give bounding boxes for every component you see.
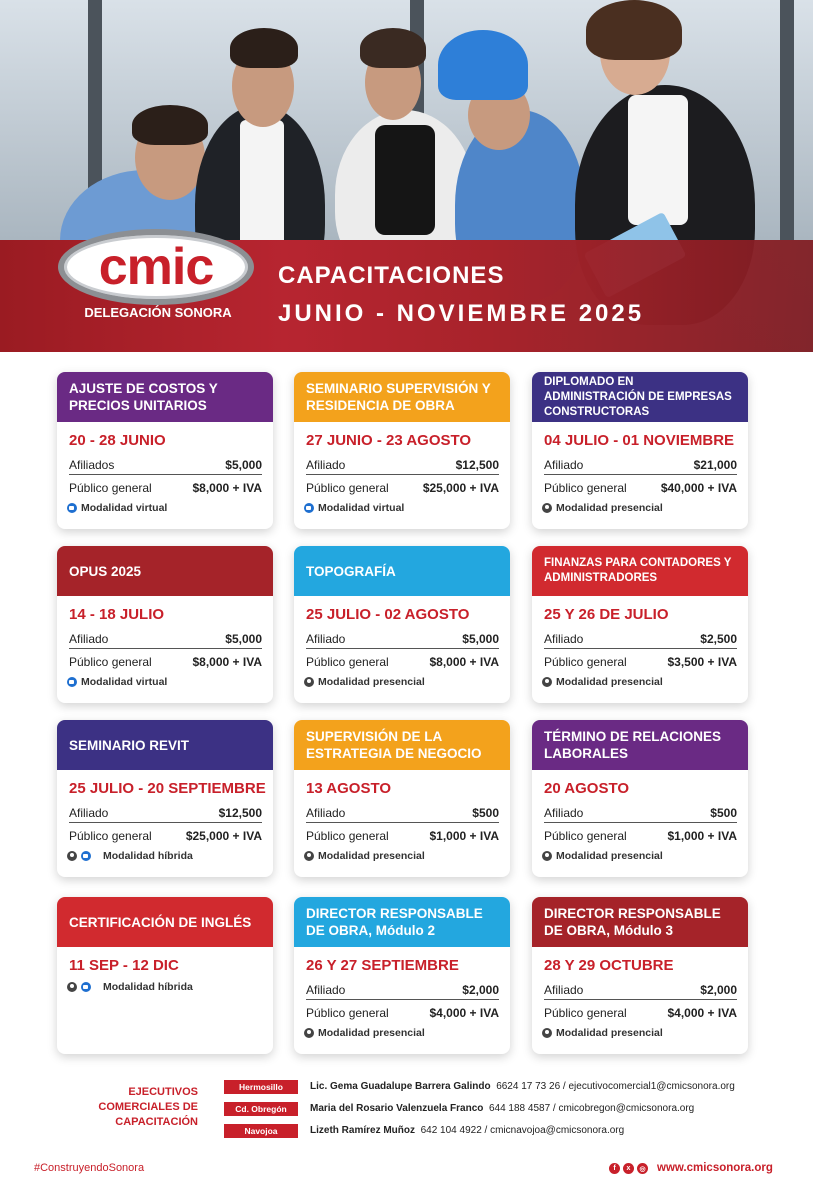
public-price-row (544, 829, 737, 843)
person-icon (304, 851, 314, 861)
price-value: $1,000 + IVA (667, 829, 737, 843)
city-badge: Navojoa (224, 1124, 298, 1138)
price-label: Afiliados (69, 458, 115, 472)
modality-label: Modalidad virtual (318, 502, 405, 514)
contact-name: Maria del Rosario Valenzuela Franco (310, 1103, 484, 1114)
modality-label: Modalidad presencial (318, 1027, 425, 1039)
public-price-row (306, 1006, 499, 1020)
course-card[interactable] (57, 897, 273, 1054)
price-value: $2,500 (700, 632, 737, 646)
hero-banner (0, 0, 813, 352)
price-label: Público general (306, 829, 389, 843)
member-price-row (69, 806, 262, 823)
member-price-row (544, 458, 737, 475)
course-card[interactable] (532, 720, 748, 877)
price-label: Afiliado (306, 458, 346, 472)
price-value: $2,000 (462, 983, 499, 997)
course-title: TOPOGRAFÍA (294, 546, 510, 596)
price-value: $25,000 + IVA (185, 829, 262, 843)
city-badge: Hermosillo (224, 1080, 298, 1094)
price-label: Afiliado (544, 632, 584, 646)
price-value: $500 (710, 806, 737, 820)
modality-label: Modalidad presencial (318, 850, 425, 862)
price-label: Público general (69, 655, 152, 669)
facebook-icon[interactable]: f (609, 1163, 620, 1174)
course-card[interactable] (57, 720, 273, 877)
course-title: SEMINARIO SUPERVISIÓN Y RESIDENCIA DE OBRA (294, 372, 510, 422)
person-icon (67, 982, 77, 992)
modality (67, 850, 193, 862)
member-price-row (69, 458, 262, 475)
price-label: Público general (306, 655, 389, 669)
price-label: Afiliado (544, 458, 584, 472)
modality (67, 502, 167, 514)
public-price-row (544, 655, 737, 669)
price-value: $1,000 + IVA (429, 829, 499, 843)
price-label: Afiliado (544, 983, 584, 997)
page-title: CAPACITACIONES (278, 262, 505, 289)
course-card[interactable] (294, 546, 510, 703)
member-price-row (544, 806, 737, 823)
course-dates: 28 Y 29 OCTUBRE (544, 957, 674, 974)
course-title: DIRECTOR RESPONSABLE DE OBRA, Módulo 3 (532, 897, 748, 947)
public-price-row (69, 655, 262, 669)
price-value: $40,000 + IVA (660, 481, 737, 495)
delegation-label: DELEGACIÓN SONORA (84, 305, 232, 320)
price-value: $8,000 + IVA (192, 481, 262, 495)
course-dates: 13 AGOSTO (306, 780, 392, 797)
person-icon (542, 1028, 552, 1038)
contact-details: 6624 17 73 26 / ejecutivocomercial1@cmicsonora.org (496, 1081, 735, 1092)
contact-details: 642 104 4922 / cmicnavojoa@cmicsonora.org (420, 1125, 625, 1136)
price-label: Afiliado (306, 632, 346, 646)
price-value: $5,000 (225, 458, 262, 472)
camera-icon (81, 851, 91, 861)
price-value: $2,000 (700, 983, 737, 997)
price-label: Afiliado (306, 806, 346, 820)
person-icon (542, 503, 552, 513)
price-value: $3,500 + IVA (667, 655, 737, 669)
course-card[interactable] (532, 372, 748, 529)
course-title: SUPERVISIÓN DE LA ESTRATEGIA DE NEGOCIO (294, 720, 510, 770)
course-dates: 04 JULIO - 01 NOVIEMBRE (544, 432, 735, 449)
price-label: Público general (69, 829, 152, 843)
modality (542, 850, 663, 862)
city-badge: Cd. Obregón (224, 1102, 298, 1116)
course-dates: 11 SEP - 12 DIC (69, 957, 179, 974)
modality (542, 502, 663, 514)
course-title: DIRECTOR RESPONSABLE DE OBRA, Módulo 2 (294, 897, 510, 947)
price-value: $4,000 + IVA (667, 1006, 737, 1020)
modality-label: Modalidad presencial (318, 676, 425, 688)
price-value: $25,000 + IVA (422, 481, 499, 495)
public-price-row (544, 481, 737, 495)
course-title: AJUSTE DE COSTOS Y PRECIOS UNITARIOS (57, 372, 273, 422)
person-icon (304, 1028, 314, 1038)
price-label: Afiliado (306, 983, 346, 997)
person-icon (304, 677, 314, 687)
modality (542, 676, 663, 688)
member-price-row (306, 632, 499, 649)
price-value: $5,000 (462, 632, 499, 646)
window-frame (780, 0, 794, 240)
course-title: SEMINARIO REVIT (57, 720, 273, 770)
camera-icon (67, 503, 77, 513)
course-dates: 25 Y 26 DE JULIO (544, 606, 669, 623)
hard-hat (438, 30, 528, 100)
contact-name: Lizeth Ramírez Muñoz (310, 1125, 416, 1136)
price-label: Público general (544, 655, 627, 669)
price-value: $12,500 (455, 458, 499, 472)
public-price-row (544, 1006, 737, 1020)
course-title: DIPLOMADO EN ADMINISTRACIÓN DE EMPRESAS CONSTRUCTORAS (532, 372, 748, 422)
modality-label: Modalidad presencial (556, 850, 663, 862)
sales-executives-heading: EJECUTIVOS COMERCIALES DE CAPACITACIÓN (98, 1086, 198, 1128)
contact-details: 644 188 4587 / cmicobregon@cmicsonora.org (488, 1103, 695, 1114)
course-card[interactable] (294, 897, 510, 1054)
modality (304, 502, 404, 514)
course-dates: 20 AGOSTO (544, 780, 630, 797)
course-dates: 25 JULIO - 20 SEPTIEMBRE (69, 780, 266, 797)
course-card[interactable] (532, 897, 748, 1054)
modality-label: Modalidad virtual (81, 502, 168, 514)
course-title: CERTIFICACIÓN DE INGLÉS (57, 897, 273, 947)
modality-label: Modalidad virtual (81, 676, 168, 688)
page-subtitle: JUNIO - NOVIEMBRE 2025 (278, 300, 645, 327)
course-title: OPUS 2025 (57, 546, 273, 596)
modality-label: Modalidad híbrida (103, 850, 193, 862)
contact-line (310, 1081, 735, 1092)
public-price-row (306, 829, 499, 843)
price-label: Público general (69, 481, 152, 495)
member-price-row (544, 983, 737, 1000)
cmic-logo-text: cmic (98, 238, 214, 296)
price-label: Público general (544, 1006, 627, 1020)
contact-line (310, 1125, 624, 1136)
public-price-row (306, 481, 499, 495)
contact-line (310, 1103, 694, 1114)
camera-icon (81, 982, 91, 992)
price-value: $500 (472, 806, 499, 820)
public-price-row (69, 481, 262, 495)
modality (542, 1027, 663, 1039)
price-label: Público general (544, 829, 627, 843)
modality (304, 676, 425, 688)
price-label: Público general (306, 481, 389, 495)
contact-name: Lic. Gema Guadalupe Barrera Galindo (310, 1081, 491, 1092)
social-links (609, 1163, 648, 1174)
camera-icon (304, 503, 314, 513)
camera-icon (67, 677, 77, 687)
course-card[interactable] (294, 372, 510, 529)
x-icon[interactable]: x (623, 1163, 634, 1174)
member-price-row (306, 458, 499, 475)
modality (67, 981, 193, 993)
course-dates: 20 - 28 JUNIO (69, 432, 166, 449)
public-price-row (69, 829, 262, 843)
price-value: $21,000 (693, 458, 737, 472)
person-icon (67, 851, 77, 861)
member-price-row (306, 983, 499, 1000)
member-price-row (69, 632, 262, 649)
price-value: $12,500 (218, 806, 262, 820)
course-dates: 26 Y 27 SEPTIEMBRE (306, 957, 459, 974)
price-value: $4,000 + IVA (429, 1006, 499, 1020)
course-card[interactable] (532, 546, 748, 703)
price-value: $8,000 + IVA (429, 655, 499, 669)
course-card[interactable] (57, 546, 273, 703)
modality (304, 1027, 425, 1039)
price-label: Afiliado (69, 806, 109, 820)
person-icon (542, 677, 552, 687)
price-label: Afiliado (544, 806, 584, 820)
course-dates: 25 JULIO - 02 AGOSTO (306, 606, 470, 623)
course-title: TÉRMINO DE RELACIONES LABORALES (532, 720, 748, 770)
website-link[interactable]: www.cmicsonora.org (657, 1162, 773, 1174)
price-value: $8,000 + IVA (192, 655, 262, 669)
person-icon (542, 851, 552, 861)
instagram-icon[interactable]: ◎ (637, 1163, 648, 1174)
hashtag: #ConstruyendoSonora (34, 1162, 145, 1174)
modality (304, 850, 425, 862)
modality (67, 676, 167, 688)
course-card[interactable] (57, 372, 273, 529)
course-card[interactable] (294, 720, 510, 877)
course-dates: 27 JUNIO - 23 AGOSTO (306, 432, 472, 449)
course-title: FINANZAS PARA CONTADORES Y ADMINISTRADORES (532, 546, 748, 596)
course-dates: 14 - 18 JULIO (69, 606, 165, 623)
price-label: Público general (544, 481, 627, 495)
price-label: Afiliado (69, 632, 109, 646)
modality-label: Modalidad híbrida (103, 981, 193, 993)
member-price-row (544, 632, 737, 649)
modality-label: Modalidad presencial (556, 502, 663, 514)
member-price-row (306, 806, 499, 823)
modality-label: Modalidad presencial (556, 676, 663, 688)
price-value: $5,000 (225, 632, 262, 646)
public-price-row (306, 655, 499, 669)
price-label: Público general (306, 1006, 389, 1020)
modality-label: Modalidad presencial (556, 1027, 663, 1039)
